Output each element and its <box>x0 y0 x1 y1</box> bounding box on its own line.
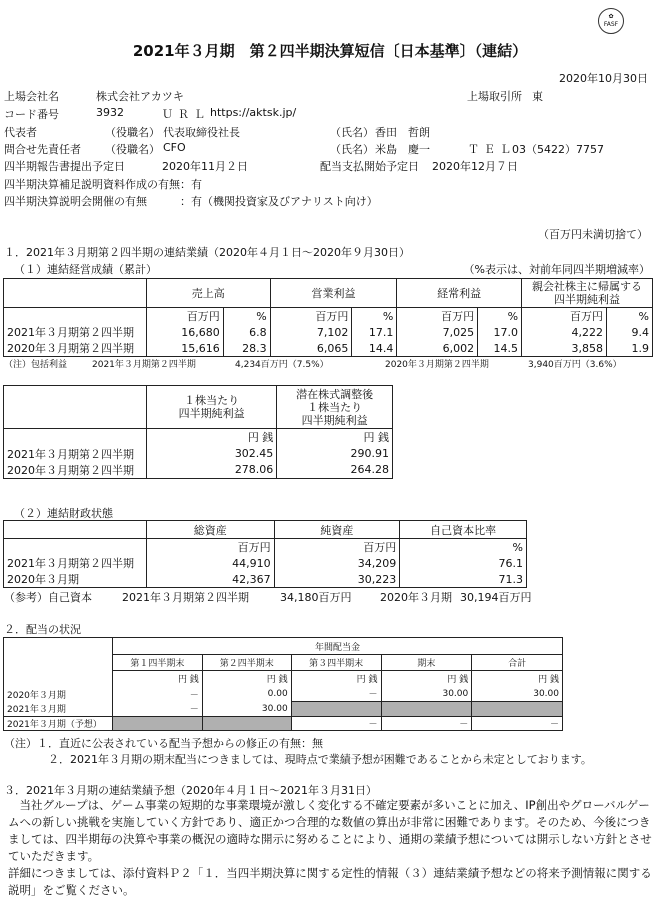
table-cell: 6,065 <box>270 340 352 357</box>
table-cell: － <box>291 687 381 702</box>
text <box>4 638 563 731</box>
table-cell: 44,910 <box>146 555 274 571</box>
tel: 03（5422）7757 <box>512 143 604 156</box>
table-cell: 百万円 <box>146 539 274 556</box>
table-cell <box>4 386 147 429</box>
table-cell: 1.9 <box>606 340 652 357</box>
pct-note: （%表示は、対前年同四半期増減率） <box>463 263 650 276</box>
tel-label: ＴＥＬ <box>468 143 516 156</box>
text: （参考）自己資本 <box>4 591 92 604</box>
table-row <box>4 308 653 325</box>
table-row <box>4 571 527 588</box>
operating-results-heading: （１）連結経営成績（累計） <box>14 263 157 276</box>
table-row <box>4 702 563 717</box>
text: 潜在株式調整後 <box>296 387 374 401</box>
table-row <box>4 386 393 429</box>
table-cell: 28.3 <box>223 340 270 357</box>
dividend-note-1: （注）１．直近に公表されている配当予想からの修正の有無：無 <box>4 737 323 750</box>
table-cell: 百万円 <box>146 308 223 325</box>
report-date: 2020年10月30日 <box>559 72 648 85</box>
code: 3932 <box>96 106 124 119</box>
financial-position-table <box>3 520 527 588</box>
text: 2021年３月期第２四半期 <box>122 591 249 604</box>
table-cell: % <box>478 308 522 325</box>
url-label: ＵＲＬ <box>162 108 210 121</box>
table-cell: 合計 <box>472 655 563 671</box>
code-label: コード番号 <box>4 108 59 121</box>
rounding-note: （百万円未満切捨て） <box>538 228 648 241</box>
contact-title-label: （役職名） <box>105 143 160 156</box>
rep-label: 代表者 <box>4 126 37 139</box>
table-cell <box>4 539 147 556</box>
report-label: 四半期報告書提出予定日 <box>4 160 125 173</box>
table-cell: 42,367 <box>146 571 274 588</box>
forecast-reference: 詳細につきましては、添付資料Ｐ２「１．当四半期決算に関する定性的情報（３）連結業績予想などの将来予測情報に関する説明」をご覧ください。 <box>8 866 652 897</box>
table-cell <box>522 279 653 308</box>
table-cell: － <box>112 702 202 717</box>
table-cell: 円 銭 <box>291 671 381 687</box>
table-cell <box>4 429 147 446</box>
text: 3,940百万円（3.6%） <box>528 360 622 370</box>
exchange-label: 上場取引所 <box>467 90 522 103</box>
table-cell: 30,223 <box>274 571 400 588</box>
table-cell: 302.45 <box>146 446 276 462</box>
table-cell: 34,209 <box>274 555 400 571</box>
table-cell: 30.00 <box>472 687 563 702</box>
table-cell: 7,102 <box>270 324 352 340</box>
rep-title: 代表取締役社長 <box>163 126 240 139</box>
table-cell: 期末 <box>381 655 472 671</box>
table-cell <box>4 638 113 671</box>
rep-name: 香田 哲朗 <box>375 126 430 139</box>
operating-results-table <box>3 278 653 357</box>
table-cell: 営業利益 <box>270 279 397 308</box>
table-cell: － <box>291 717 381 731</box>
table-cell: 2020年３月期第２四半期 <box>4 462 147 479</box>
table-cell: － <box>112 687 202 702</box>
table-cell: 2021年３月期（予想） <box>4 717 113 731</box>
report-submit-date: 2020年11月２日 <box>162 160 248 173</box>
contact-label: 問合せ先責任者 <box>4 143 81 156</box>
table-cell: 円 銭 <box>277 429 393 446</box>
text: 四半期純利益 <box>301 413 368 427</box>
text: 親会社株主に帰属する <box>532 280 642 293</box>
table-row <box>4 324 653 340</box>
rep-name-label: （氏名） <box>330 126 374 139</box>
table-row <box>4 539 527 556</box>
text: 2021年３月期第２四半期 <box>92 360 196 370</box>
text <box>4 279 653 357</box>
exchange: 東 <box>532 90 543 103</box>
table-cell: 円 銭 <box>146 429 276 446</box>
table-cell: 2021年３月期第２四半期 <box>4 555 147 571</box>
table-row <box>4 462 393 479</box>
company-name: 株式会社アカツキ <box>96 90 184 103</box>
table-cell: 15,616 <box>146 340 223 357</box>
text: 30,194百万円 <box>460 591 532 604</box>
table-cell: 14.4 <box>352 340 397 357</box>
text: 四半期純利益 <box>178 407 245 420</box>
table-row <box>4 446 393 462</box>
table-cell: 17.1 <box>352 324 397 340</box>
table-cell: 純資産 <box>274 521 400 539</box>
briefing-info: 四半期決算説明会開催の有無 ：有（機関投資家及びアナリスト向け） <box>4 195 378 208</box>
eps-table <box>3 385 393 479</box>
table-cell: 4,222 <box>522 324 607 340</box>
text: １株当たり <box>184 394 240 407</box>
table-row <box>4 279 653 308</box>
table-cell <box>472 702 563 717</box>
table-cell: － <box>381 717 472 731</box>
table-cell: 2020年３月期第２四半期 <box>4 340 147 357</box>
table-cell <box>291 702 381 717</box>
table-cell <box>4 521 147 539</box>
table-cell: 264.28 <box>277 462 393 479</box>
table-cell: 14.5 <box>478 340 522 357</box>
table-cell <box>381 702 472 717</box>
table-cell: 円 銭 <box>112 671 202 687</box>
table-cell: 百万円 <box>522 308 607 325</box>
table-cell: 百万円 <box>270 308 352 325</box>
table-row <box>4 429 393 446</box>
table-cell: 円 銭 <box>381 671 472 687</box>
table-row <box>4 555 527 571</box>
table-cell: 自己資本比率 <box>400 521 527 539</box>
table-row <box>4 521 527 539</box>
table-cell: 290.91 <box>277 446 393 462</box>
table-cell: 百万円 <box>397 308 478 325</box>
table-cell: 6,002 <box>397 340 478 357</box>
page-title: 2021年３月期 第２四半期決算短信〔日本基準〕（連結） <box>132 42 528 60</box>
table-cell: 0.00 <box>202 687 291 702</box>
table-cell: 2020年３月期 <box>4 687 113 702</box>
table-cell: 6.8 <box>223 324 270 340</box>
table-cell: 百万円 <box>274 539 400 556</box>
contact-name-label: （氏名） <box>330 143 374 156</box>
table-row <box>4 340 653 357</box>
table-cell: 16,680 <box>146 324 223 340</box>
table-cell: % <box>223 308 270 325</box>
dividend-label: 配当支払開始予定日 <box>320 160 419 173</box>
table-row <box>4 638 563 655</box>
table-cell: 年間配当金 <box>112 638 562 655</box>
table-cell: 2021年３月期 <box>4 702 113 717</box>
table-cell: 30.00 <box>381 687 472 702</box>
table-cell: 30.00 <box>202 702 291 717</box>
table-cell: % <box>606 308 652 325</box>
table-cell: 経常利益 <box>397 279 522 308</box>
table-cell: 2021年３月期第２四半期 <box>4 446 147 462</box>
forecast-paragraph: 当社グループは、ゲーム事業の短期的な事業環境が激しく変化する不確定要素が多いことに加え、IP創出やグローバルゲームへの新しい挑戦を実施していく方針であり、適正かつ合理的な数値の算出が非常に困難であります。そのため、今後につきましては、四半期毎の決算や事業の概況の適時な開示に努めることにより、通期の業績予想については開示しない方針とさせていただきます。 <box>8 798 652 863</box>
fasf-logo <box>598 8 624 34</box>
table-cell: % <box>352 308 397 325</box>
table-cell: 2020年３月期 <box>4 571 147 588</box>
company-label: 上場会社名 <box>4 90 59 103</box>
rep-title-label: （役職名） <box>105 126 160 139</box>
table-cell <box>4 671 113 687</box>
table-row <box>4 687 563 702</box>
text: １株当たり <box>307 400 363 414</box>
table-cell <box>112 717 202 731</box>
text: ✿ <box>608 13 614 20</box>
table-cell: 278.06 <box>146 462 276 479</box>
table-cell: 円 銭 <box>202 671 291 687</box>
forecast-explanation <box>8 797 656 899</box>
table-cell: 2021年３月期第２四半期 <box>4 324 147 340</box>
table-row <box>4 717 563 731</box>
text <box>4 521 527 588</box>
table-cell: 17.0 <box>478 324 522 340</box>
text: 四半期純利益 <box>554 293 620 306</box>
table-cell: 売上高 <box>146 279 270 308</box>
section2-heading: ２．配当の状況 <box>4 623 81 636</box>
dividend-date: 2020年12月７日 <box>432 160 518 173</box>
table-cell <box>202 717 291 731</box>
text: 2020年３月期第２四半期 <box>385 360 489 370</box>
table-cell: 第２四半期末 <box>202 655 291 671</box>
table-cell <box>277 386 393 429</box>
url-link[interactable]: https://aktsk.jp/ <box>210 106 297 119</box>
section1-heading: １．2021年３月期第２四半期の連結業績（2020年４月１日～2020年９月30日） <box>4 246 410 259</box>
text: 4,234百万円（7.5%） <box>235 360 329 370</box>
table-cell: 7,025 <box>397 324 478 340</box>
table-cell: 71.3 <box>400 571 527 588</box>
table-cell: 総資産 <box>146 521 274 539</box>
table-cell: － <box>472 717 563 731</box>
table-row <box>4 671 563 687</box>
table-cell: 第１四半期末 <box>112 655 202 671</box>
supplement-info: 四半期決算補足説明資料作成の有無：有 <box>4 178 202 191</box>
dividend-table <box>3 637 563 731</box>
dividend-note-2: ２．2021年３月期の期末配当につきましては、現時点で業績予想が困難であることから未定としております。 <box>48 753 592 766</box>
table-cell: 第３四半期末 <box>291 655 381 671</box>
table-cell <box>146 386 276 429</box>
table-cell: % <box>400 539 527 556</box>
table-cell: 9.4 <box>606 324 652 340</box>
text: （注）包括利益 <box>4 360 68 370</box>
table-cell <box>4 308 147 325</box>
text: FASF <box>603 21 619 28</box>
table-cell: 76.1 <box>400 555 527 571</box>
text: 2020年３月期 <box>380 591 452 604</box>
text: 34,180百万円 <box>280 591 352 604</box>
contact-title: CFO <box>163 141 186 154</box>
contact-name: 米島 慶一 <box>375 143 430 156</box>
text <box>4 386 393 479</box>
table-cell: 円 銭 <box>472 671 563 687</box>
table-cell <box>4 279 147 308</box>
table-cell: 3,858 <box>522 340 607 357</box>
financial-position-heading: （２）連結財政状態 <box>14 507 113 520</box>
section3-heading: ３．2021年３月期の連結業績予想（2020年４月１日～2021年３月31日） <box>4 784 377 797</box>
